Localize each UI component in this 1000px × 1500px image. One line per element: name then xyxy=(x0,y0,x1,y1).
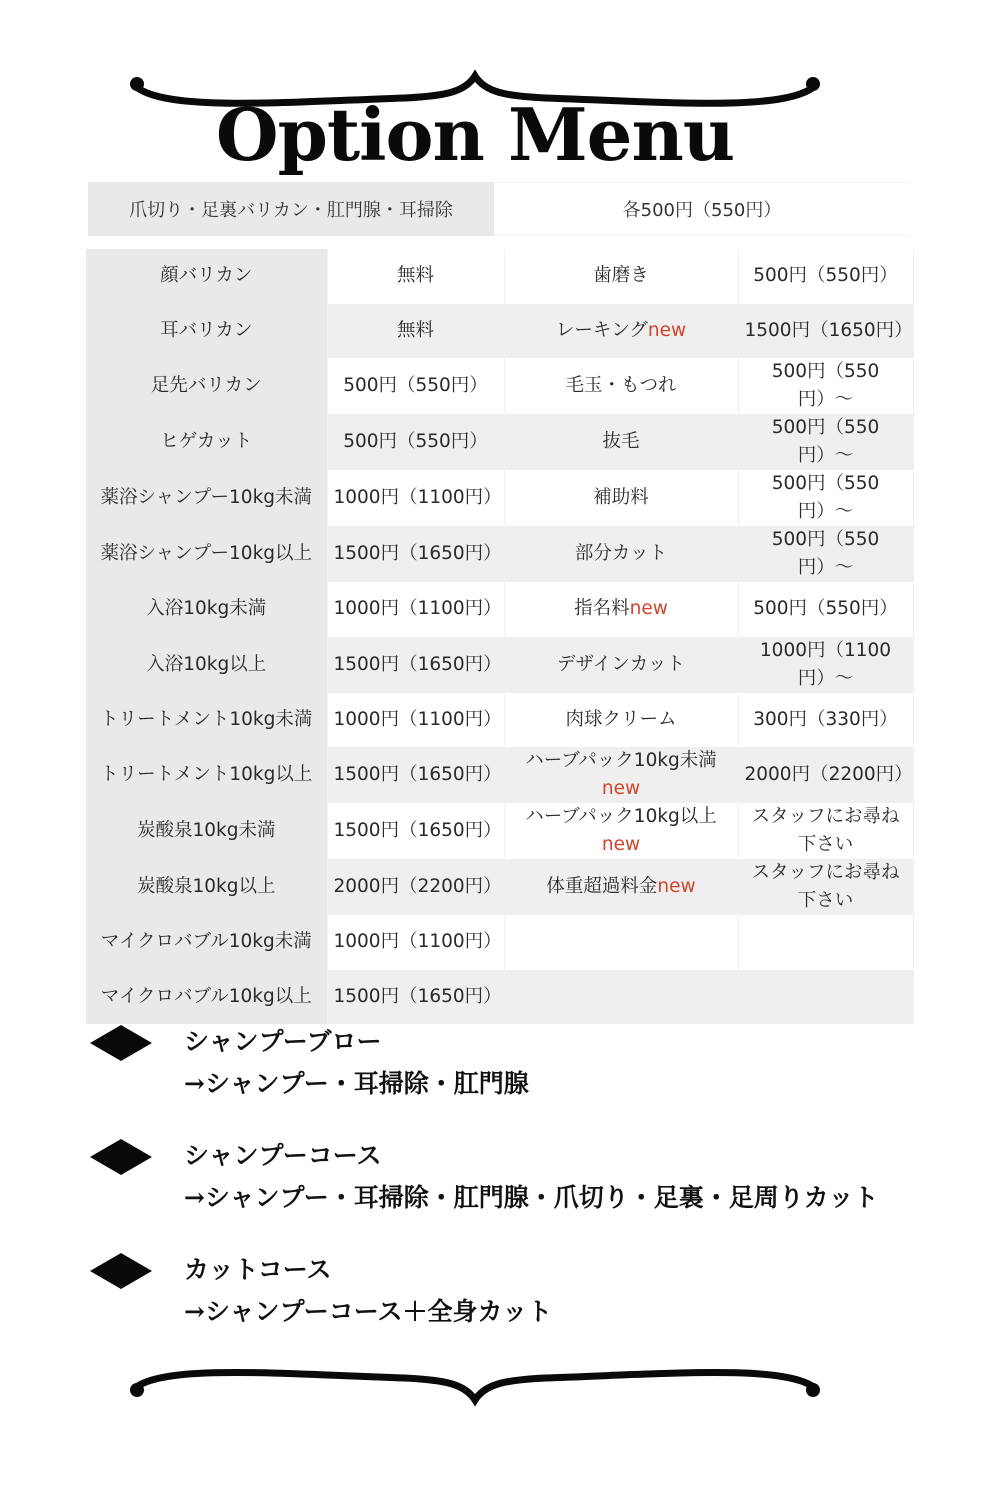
service-name-cell xyxy=(86,747,327,803)
service-price-cell-text: 1000円（1100円） xyxy=(333,931,502,953)
course-item xyxy=(88,1020,968,1134)
service-name-cell xyxy=(86,304,327,359)
service-price-cell xyxy=(738,358,913,414)
course-item xyxy=(88,1134,968,1248)
service-price-cell-text: 500円（550円） xyxy=(343,431,488,452)
service-name-cell xyxy=(86,249,327,304)
service-price-cell xyxy=(327,803,504,859)
service-price-cell-text: 500円（550円）〜 xyxy=(771,417,880,466)
service-price-cell-text: 無料 xyxy=(396,265,434,287)
service-name-cell-text: 体重超過料金 xyxy=(546,876,658,897)
service-name-cell-text: トリートメント10kg未満 xyxy=(100,708,313,730)
diamond-bullet-icon xyxy=(90,1139,152,1175)
service-price-cell-text: 1500円（1650円） xyxy=(333,985,502,1007)
service-name-cell xyxy=(504,970,738,1025)
service-name-cell-text: 肉球クリーム xyxy=(565,708,677,730)
service-name-cell-text: 薬浴シャンプー10kg以上 xyxy=(100,543,313,564)
service-price-cell-text: 300円（330円） xyxy=(753,708,898,730)
service-name-cell-text: ヒゲカット xyxy=(160,431,253,452)
service-name-cell-text: デザインカット xyxy=(556,653,686,675)
new-badge: new xyxy=(601,778,641,799)
service-price-cell xyxy=(327,304,504,359)
service-price-cell-text: 500円（550円） xyxy=(753,598,898,620)
service-price-cell-text: 2000円（2200円） xyxy=(333,876,502,897)
service-name-cell xyxy=(86,526,327,582)
course-description: →シャンプーコース＋全身カット xyxy=(184,1297,553,1326)
service-name-cell xyxy=(504,470,738,526)
bottom-flourish-ornament xyxy=(125,1352,825,1412)
service-name-cell xyxy=(504,414,738,470)
service-name-cell xyxy=(86,915,327,970)
service-price-cell-text: 500円（550円） xyxy=(753,265,898,287)
service-name-cell-text: 抜毛 xyxy=(602,431,640,452)
service-price-cell-text: 2000円（2200円） xyxy=(744,764,913,785)
service-name-cell xyxy=(86,693,327,748)
new-badge: new xyxy=(657,876,696,897)
service-name-cell-text: ハーブパック10kg未満 xyxy=(525,750,717,771)
table-row xyxy=(86,304,913,359)
page-title: Option Menu xyxy=(215,92,735,177)
service-price-cell-text: 1500円（1650円） xyxy=(744,319,913,341)
service-price-cell-text: 1000円（1100円） xyxy=(333,708,502,730)
service-price-cell-text: 1500円（1650円） xyxy=(333,653,502,675)
service-price-cell xyxy=(738,693,913,748)
course-name: シャンプーコース xyxy=(184,1141,382,1170)
service-name-cell-text: マイクロバブル10kg未満 xyxy=(100,931,312,953)
service-name-cell xyxy=(504,358,738,414)
service-name-cell xyxy=(86,970,327,1025)
service-name-cell xyxy=(86,803,327,859)
service-name-cell-text: 耳バリカン xyxy=(160,319,253,341)
service-name-cell-text: レーキング xyxy=(555,319,648,341)
service-price-cell xyxy=(327,249,504,304)
table-row xyxy=(86,859,913,915)
service-price-cell-text: 1500円（1650円） xyxy=(333,820,502,841)
service-price-cell-text: 500円（550円）〜 xyxy=(771,529,880,578)
service-price-cell xyxy=(738,470,913,526)
service-price-cell xyxy=(327,526,504,582)
service-name-cell xyxy=(86,358,327,414)
table-row xyxy=(86,915,913,970)
new-badge: new xyxy=(629,598,668,620)
diamond-bullet-icon xyxy=(90,1253,152,1289)
service-price-cell xyxy=(327,582,504,637)
service-name-cell xyxy=(86,414,327,470)
service-price-cell xyxy=(738,970,913,1025)
course-description: →シャンプー・耳掃除・肛門腺 xyxy=(184,1069,529,1098)
service-price-cell-text: スタッフにお尋ね下さい xyxy=(751,862,900,911)
course-name: カットコース xyxy=(184,1255,332,1284)
service-name-cell xyxy=(504,582,738,637)
service-price-cell-text: 500円（550円） xyxy=(343,375,488,396)
table-row xyxy=(86,249,913,304)
service-name-cell xyxy=(86,637,327,693)
service-price-cell xyxy=(738,526,913,582)
service-name-cell-text: 顔バリカン xyxy=(160,265,253,287)
service-price-cell xyxy=(738,803,913,859)
service-price-cell xyxy=(327,358,504,414)
service-price-cell xyxy=(738,859,913,915)
service-name-cell-text: 入浴10kg以上 xyxy=(146,653,267,675)
service-price-cell xyxy=(738,304,913,359)
table-row xyxy=(86,970,913,1025)
service-name-cell xyxy=(504,693,738,748)
combined-services-price: 各500円（550円） xyxy=(494,182,910,236)
service-price-cell-text: 1500円（1650円） xyxy=(333,764,502,785)
service-price-cell xyxy=(327,970,504,1025)
service-name-cell xyxy=(86,859,327,915)
service-price-cell xyxy=(327,693,504,748)
service-name-cell-text: 歯磨き xyxy=(593,265,649,287)
service-name-cell xyxy=(504,859,738,915)
service-price-cell-text: 500円（550円）〜 xyxy=(771,473,880,522)
service-price-cell-text: 1000円（1100円） xyxy=(333,598,502,620)
service-price-cell-text: 1500円（1650円） xyxy=(333,543,502,564)
service-name-cell-text: ハーブパック10kg以上 xyxy=(525,806,717,827)
table-row xyxy=(86,693,913,748)
service-price-cell xyxy=(738,637,913,693)
table-row xyxy=(86,747,913,803)
course-item xyxy=(88,1248,968,1362)
service-name-cell xyxy=(504,304,738,359)
service-price-cell-text: 無料 xyxy=(396,319,434,341)
service-name-cell-text: 炭酸泉10kg未満 xyxy=(137,820,276,841)
service-price-cell xyxy=(327,470,504,526)
service-name-cell-text: マイクロバブル10kg以上 xyxy=(100,985,312,1007)
course-description: →シャンプー・耳掃除・肛門腺・爪切り・足裏・足周りカット xyxy=(184,1183,879,1212)
combined-services-label: 爪切り・足裏バリカン・肛門腺・耳掃除 xyxy=(88,182,494,236)
service-name-cell-text: 足先バリカン xyxy=(150,375,262,396)
new-badge: new xyxy=(601,834,641,855)
service-name-cell-text: 薬浴シャンプー10kg未満 xyxy=(100,487,313,508)
service-price-cell xyxy=(327,637,504,693)
service-name-cell-text: 補助料 xyxy=(593,487,649,508)
service-name-cell-text: 毛玉・もつれ xyxy=(565,375,677,396)
service-name-cell xyxy=(504,526,738,582)
service-name-cell xyxy=(86,470,327,526)
service-price-cell-text: スタッフにお尋ね下さい xyxy=(751,806,900,855)
service-name-cell xyxy=(504,249,738,304)
service-price-cell xyxy=(327,747,504,803)
service-name-cell xyxy=(504,637,738,693)
table-row xyxy=(86,803,913,859)
option-price-table xyxy=(86,249,914,1024)
table-row xyxy=(86,526,913,582)
service-price-cell xyxy=(738,915,913,970)
service-name-cell-text: 部分カット xyxy=(574,543,668,564)
table-row xyxy=(86,470,913,526)
service-price-cell xyxy=(738,582,913,637)
service-name-cell xyxy=(86,582,327,637)
table-row xyxy=(86,637,913,693)
service-name-cell xyxy=(504,915,738,970)
table-row xyxy=(86,414,913,470)
service-price-cell-text: 1000円（1100円）〜 xyxy=(759,639,892,689)
service-name-cell-text: 指名料 xyxy=(574,598,630,620)
table-row xyxy=(86,358,913,414)
service-price-cell-text: 1000円（1100円） xyxy=(333,487,502,508)
service-price-cell xyxy=(327,414,504,470)
service-name-cell-text: 入浴10kg未満 xyxy=(146,598,267,620)
service-price-cell xyxy=(327,915,504,970)
service-price-cell xyxy=(738,747,913,803)
top-row-combined-services xyxy=(88,182,910,236)
service-name-cell xyxy=(504,747,738,803)
service-name-cell-text: 炭酸泉10kg以上 xyxy=(137,876,276,897)
service-price-cell xyxy=(327,859,504,915)
course-list xyxy=(88,1020,968,1362)
table-row xyxy=(86,582,913,637)
course-name: シャンプーブロー xyxy=(184,1027,382,1056)
new-badge: new xyxy=(647,319,687,341)
service-price-cell xyxy=(738,414,913,470)
service-price-cell-text: 500円（550円）〜 xyxy=(771,361,880,410)
diamond-bullet-icon xyxy=(90,1025,152,1061)
service-price-cell xyxy=(738,249,913,304)
service-name-cell xyxy=(504,803,738,859)
service-name-cell-text: トリートメント10kg以上 xyxy=(100,764,313,785)
